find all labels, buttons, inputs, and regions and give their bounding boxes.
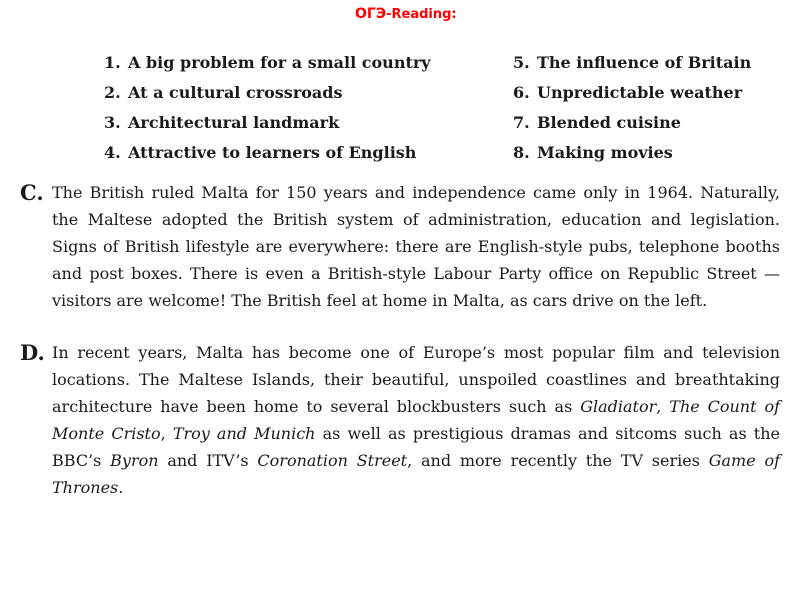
heading-text: A big problem for a small country	[128, 53, 431, 72]
show-title-coronation-street: Coronation Street	[257, 451, 408, 470]
heading-number: 1.	[104, 53, 121, 72]
text-span: ,	[160, 424, 173, 443]
heading-number: 5.	[513, 53, 530, 72]
page-title	[355, 4, 473, 25]
text-span: architecture have been home to several blockbusters such as	[52, 397, 581, 416]
text-span: ,	[656, 397, 670, 416]
paragraph-line: and post boxes. There is even a British-style Labour Party office on Republic Street —	[52, 264, 780, 283]
title-part-b: -Reading:	[386, 7, 457, 22]
heading-item-3	[104, 110, 431, 140]
film-title-gladiator: Gladiator	[580, 397, 657, 416]
text-span: .	[118, 478, 124, 497]
paragraph-body	[52, 178, 780, 313]
paragraph-line	[52, 392, 780, 419]
paragraph-line: In recent years, Malta has become one of Europe’s most popular film and television	[52, 343, 780, 362]
heading-text: The influence of Britain	[537, 53, 752, 72]
paragraph-line: visitors are welcome! The British feel at home in Malta, as cars drive on the left.	[52, 291, 708, 310]
heading-number: 8.	[513, 143, 530, 162]
text-span: as well as prestigious dramas and sitcoms such as the	[315, 424, 780, 443]
heading-number: 2.	[104, 83, 121, 102]
show-title-byron: Byron	[110, 451, 159, 470]
heading-text: Making movies	[537, 143, 673, 162]
heading-number: 7.	[513, 113, 530, 132]
heading-item-4	[104, 140, 431, 170]
paragraph-letter: D.	[20, 340, 45, 365]
heading-text: Unpredictable weather	[537, 83, 743, 102]
heading-text: Architectural landmark	[128, 113, 340, 132]
film-title-count: The Count of	[669, 397, 781, 416]
text-span: BBC’s	[52, 451, 111, 470]
paragraph-line	[52, 419, 780, 446]
heading-item-1	[104, 50, 431, 80]
paragraph-line: locations. The Maltese Islands, their beautiful, unspoiled coastlines and breathtaking	[52, 370, 780, 389]
paragraph-line: the Maltese adopted the British system of administration, education and legislation.	[52, 210, 780, 229]
text-span: , and more recently the TV series	[407, 451, 709, 470]
text-span: and ITV’s	[158, 451, 258, 470]
heading-text: Attractive to learners of English	[128, 143, 417, 162]
heading-text: At a cultural crossroads	[128, 83, 343, 102]
film-title-troy-munich: Troy and Munich	[172, 424, 316, 443]
heading-number: 3.	[104, 113, 121, 132]
paragraph-line: The British ruled Malta for 150 years and independence came only in 1964. Naturally,	[52, 183, 780, 202]
film-title-monte-cristo: Monte Cristo	[52, 424, 161, 443]
heading-item-2	[104, 80, 431, 110]
show-title-game-of: Game of	[708, 451, 781, 470]
headings-list-right	[513, 50, 751, 170]
heading-item-8	[513, 140, 751, 170]
paragraph-line: Signs of British lifestyle are everywhere: there are English-style pubs, telephone booths	[52, 237, 780, 256]
heading-number: 4.	[104, 143, 121, 162]
title-part-a: ОГЭ	[355, 6, 387, 22]
heading-text: Blended cuisine	[537, 113, 681, 132]
paragraph-line	[52, 446, 780, 473]
paragraph-body	[52, 338, 780, 500]
show-title-thrones: Thrones	[52, 478, 119, 497]
headings-list-left	[104, 50, 431, 170]
heading-item-6	[513, 80, 751, 110]
paragraph-letter: C.	[20, 180, 44, 205]
heading-item-5	[513, 50, 751, 80]
heading-item-7	[513, 110, 751, 140]
paragraph-line	[52, 473, 780, 500]
heading-number: 6.	[513, 83, 530, 102]
